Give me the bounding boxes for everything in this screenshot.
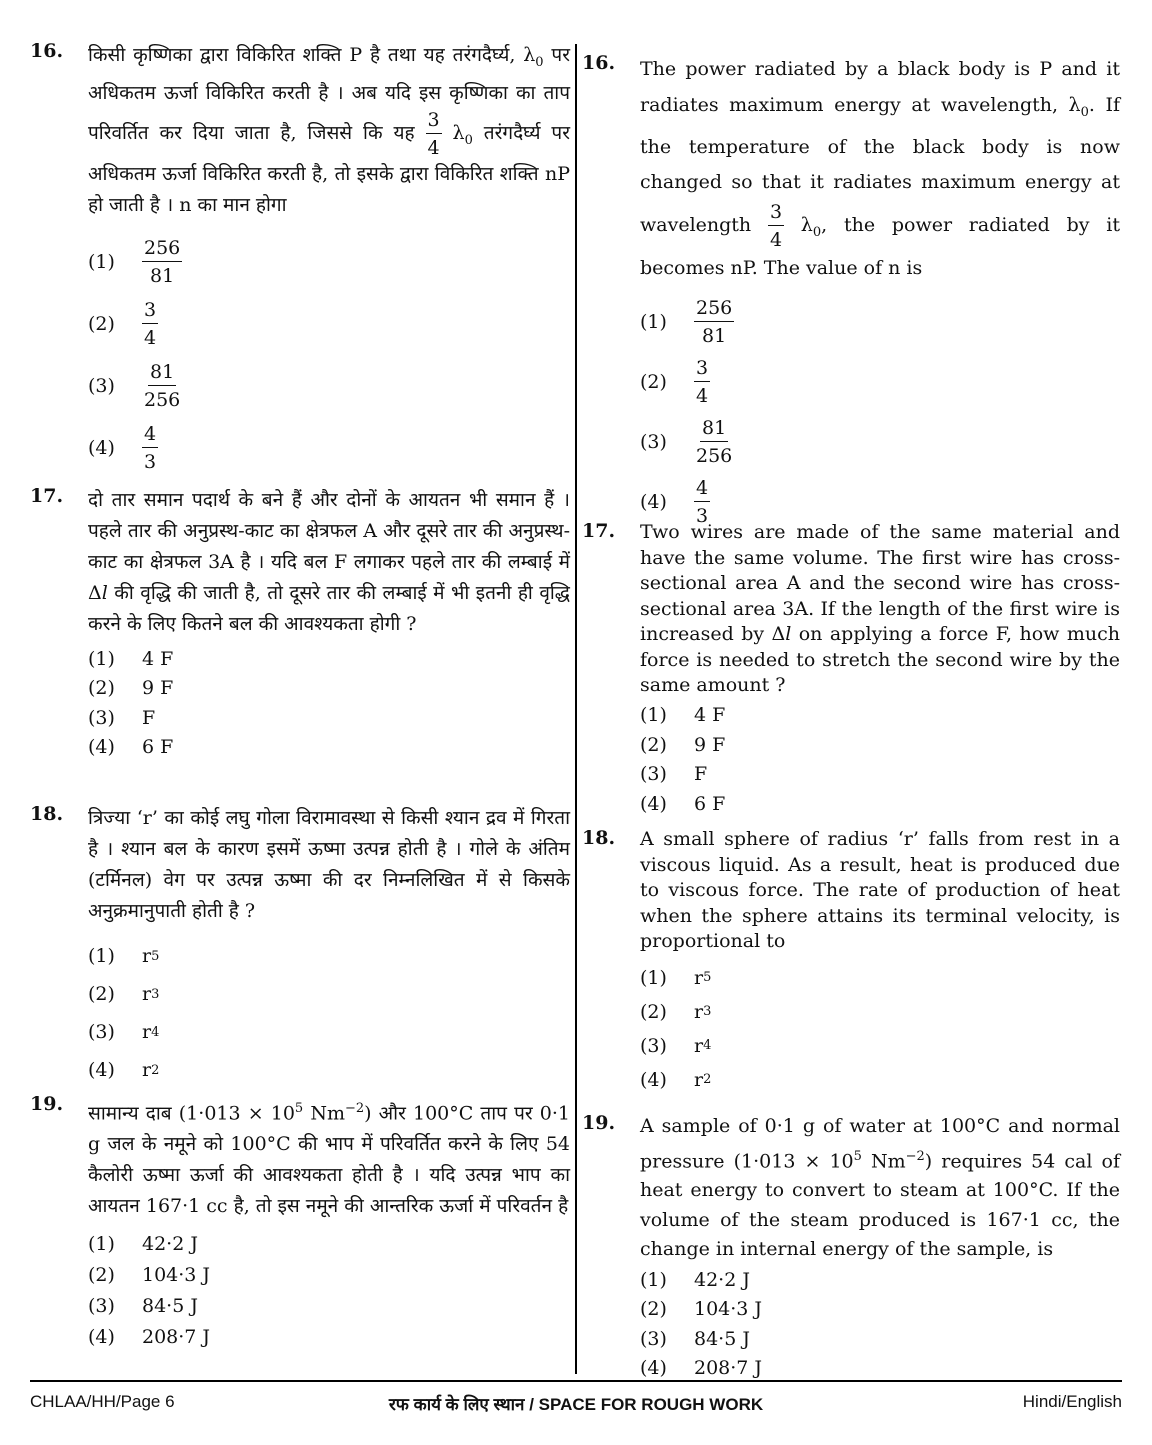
page-code: CHLAA/HH/Page 6 [30,1392,175,1411]
option[interactable]: (4) 6 F [88,736,174,759]
option[interactable]: (2) 104·3 J [640,1298,763,1321]
option[interactable]: (3) $\frac{81}{256}$ [640,417,733,468]
option[interactable]: (4) 208·7 J [88,1325,211,1348]
option[interactable]: (4) $\frac{4}{3}$ [640,477,709,528]
question-number: 18. [30,803,64,825]
option[interactable]: (2) 9 F [88,677,174,700]
option[interactable]: (3) 84·5 J [640,1327,750,1350]
hindi-column [30,40,570,1352]
option[interactable]: (3) $\frac{81}{256}$ [88,360,181,411]
option[interactable]: (1) $\frac{256}{81}$ [88,236,181,287]
question-number: 16. [30,40,64,62]
option-fraction: $\frac{4}{3}$ [144,422,157,473]
option[interactable]: (3) r 4 [640,1034,712,1057]
question-19-english [582,1112,1120,1383]
column-divider [575,44,577,1374]
option[interactable]: (1) 42·2 J [640,1268,750,1291]
question-19-hindi [30,1093,570,1352]
question-number: 19. [582,1112,616,1134]
question-text: Two wires are made of the same material and have the same volume. The first wire has cross-sectional area A and the second wire has cross-sectional area 3A. If the length of the first wire is increased by Δl on applying a force F, how much force is needed to stretch the second wire by the same amount ? [640,521,1120,696]
option[interactable]: (2) $\frac{3}{4}$ [640,357,709,408]
option[interactable]: (2) r 3 [640,1000,712,1023]
fraction: $\frac{3}{4}$ [769,200,783,251]
question-text: The power radiated by a black body is P and it radiates maximum energy at wavelength, $\lambda_0$. If the temperature of the black body is now changed so that it radiates maximum energy at wavelength $\frac{3}{4}$ $\lambda_0$, the power radiated by it becomes nP. The value of n is [640,58,1121,279]
option-fraction: $\frac{3}{4}$ [144,298,157,349]
option[interactable]: (4) $\frac{4}{3}$ [88,422,157,473]
option[interactable]: (1) $\frac{256}{81}$ [640,297,733,348]
question-number: 16. [582,52,616,74]
option[interactable]: (1) 4 F [88,647,174,670]
question-18-hindi [30,803,570,1093]
option[interactable]: (1) 42·2 J [88,1232,198,1255]
option[interactable]: (3) r 4 [88,1021,160,1043]
option-fraction: $\frac{4}{3}$ [696,477,709,528]
question-text: किसी कृष्णिका द्वारा विकिरित शक्ति P है तथा यह तरंगदैर्घ्य, $\lambda_0$ पर अधिकतम ऊर्जा विकिरित करती है । अब यदि इस कृष्णिका का ताप परिवर्तित कर दिया जाता है, जिससे कि यह $\frac{3}{4}$ $\lambda_0$ तरंगदैर्घ्य पर अधिकतम ऊर्जा विकिरित करती है, तो इसके द्वारा विकिरित शक्ति nP हो जाती है । n का मान होगा [88,44,570,216]
question-text: त्रिज्या ‘r’ का कोई लघु गोला विरामावस्था से किसी श्यान द्रव में गिरता है । श्यान बल के कारण इसमें ऊष्मा उत्पन्न होती है । गोले के अंतिम (टर्मिनल) वेग पर उत्पन्न ऊष्मा की दर निम्नलिखित में से किसके अनुक्रमानुपाती होती है ? [88,807,570,922]
question-number: 17. [30,485,64,507]
fraction: $\frac{3}{4}$ [427,108,440,159]
page-footer [30,1392,1122,1416]
rough-work-label: रफ कार्य के लिए स्थान / SPACE FOR ROUGH WORK [388,1395,764,1414]
option[interactable]: (1) r 5 [640,966,712,989]
language-label: Hindi/English [1022,1392,1122,1411]
option-fraction: $\frac{81}{256}$ [696,417,733,468]
option[interactable]: (4) 208·7 J [640,1357,763,1380]
option[interactable]: (2) 9 F [640,733,726,756]
question-text: दो तार समान पदार्थ के बने हैं और दोनों के आयतन भी समान हैं । पहले तार की अनुप्रस्थ-काट का क्षेत्रफल A और दूसरे तार की अनुप्रस्थ-काट का क्षेत्रफल 3A है । यदि बल F लगाकर पहले तार की लम्बाई में Δl की वृद्धि की जाती है, तो दूसरे तार की लम्बाई में भी इतनी ही वृद्धि करने के लिए कितने बल की आवश्यकता होगी ? [88,489,570,635]
option[interactable]: (4) r 2 [640,1068,712,1091]
question-17-hindi [30,485,570,803]
question-text: A small sphere of radius ‘r’ falls from rest in a viscous liquid. As a result, heat is produced due to viscous force. The rate of production of heat when the sphere attains its terminal velocity, is proportional to [640,828,1120,952]
question-17-english [582,520,1120,827]
question-text: सामान्य दाब ($1\cdot 013 \times 10^5$ $Nm^{-2}$) और 100°C ताप पर 0·1 g जल के नमूने को 100°C की भाप में परिवर्तित करने के लिए 54 कैलोरी ऊष्मा ऊर्जा की आवश्यकता होती है । यदि उत्पन्न भाप का आयतन 167·1 cc है, तो इस नमूने की आन्तरिक ऊर्जा में परिवर्तन है [88,1101,571,1218]
option[interactable]: (1) 4 F [640,704,726,727]
question-number: 19. [30,1093,64,1115]
option[interactable]: (3) F [88,706,156,729]
question-number: 18. [582,827,616,849]
question-text: A sample of 0·1 g of water at 100°C and normal pressure ($1\cdot 013 \times 10^5$ $Nm^{-2}$) requires 54 cal of heat energy to convert to steam at 100°C. If the volume of the steam produced is 167·1 cc, the change in internal energy of the sample, is [640,1115,1120,1261]
option-fraction: $\frac{256}{81}$ [144,236,181,287]
option[interactable]: (2) r 3 [88,983,160,1005]
footer-rule [30,1380,1122,1382]
question-16-english [582,52,1121,528]
option[interactable]: (4) r 2 [88,1059,160,1081]
question-number: 17. [582,520,616,542]
option-fraction: $\frac{256}{81}$ [696,297,733,348]
english-column [582,52,1120,1383]
option[interactable]: (3) 84·5 J [88,1294,198,1317]
option[interactable]: (3) F [640,763,708,786]
option[interactable]: (1) r 5 [88,945,160,967]
question-16-hindi [30,40,570,485]
option[interactable]: (2) $\frac{3}{4}$ [88,298,157,349]
option-fraction: $\frac{3}{4}$ [696,357,709,408]
option[interactable]: (2) 104·3 J [88,1263,211,1286]
option-fraction: $\frac{81}{256}$ [144,360,181,411]
question-18-english [582,827,1120,1112]
option[interactable]: (4) 6 F [640,792,726,815]
